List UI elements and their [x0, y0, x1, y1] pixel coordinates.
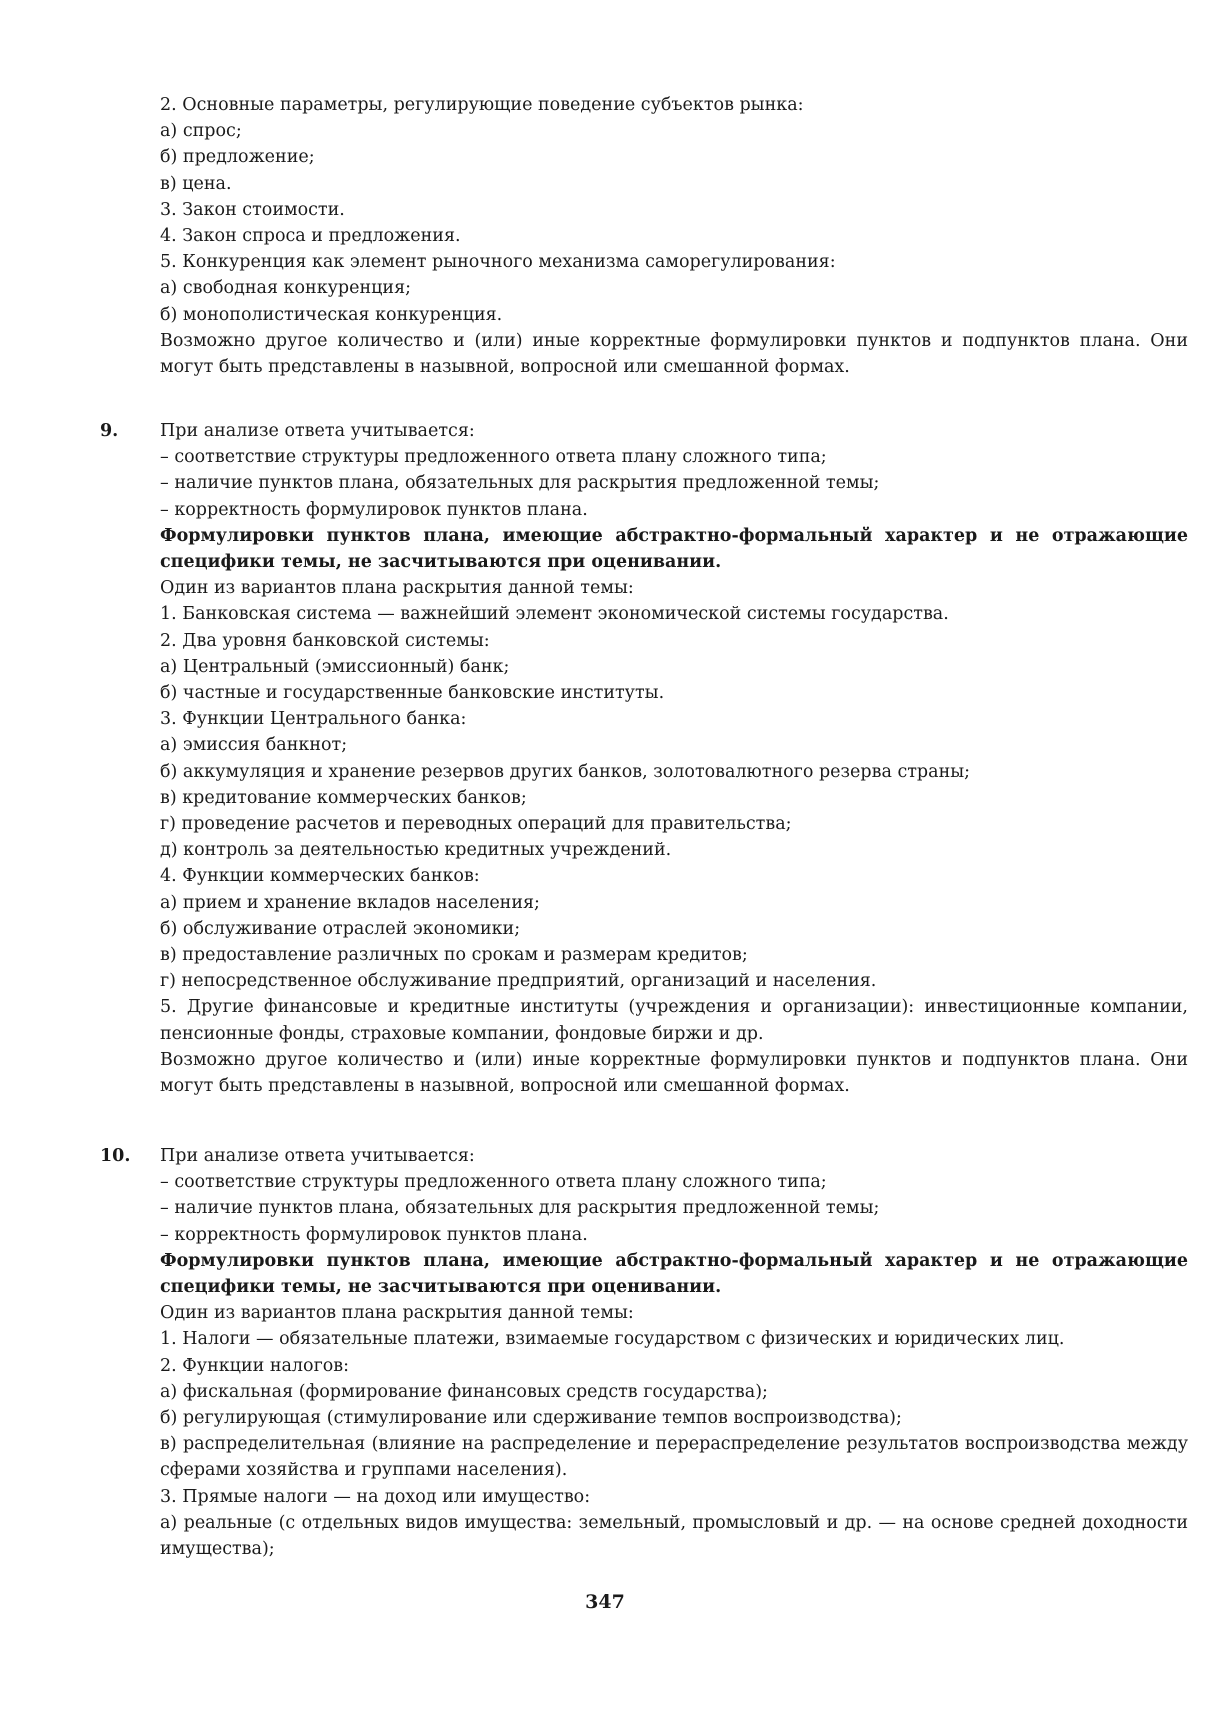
question-10 [160, 1143, 1188, 1562]
criteria-item: – корректность формулировок пунктов плана. [160, 499, 588, 520]
plan-note: Возможно другое количество и (или) иные корректные формулировки пунктов и подпунктов плана. Они могут быть представлены в назывной, вопросной или смешанной формах. [160, 330, 1188, 378]
plan-line: 1. Налоги — обязательные платежи, взимаемые государством с физических и юридических лиц. [160, 1329, 1065, 1350]
question-number: 9. [100, 421, 119, 441]
plan-line: а) прием и хранение вкладов населения; [160, 892, 540, 913]
criteria-item: – наличие пунктов плана, обязательных для раскрытия предложенной темы; [160, 473, 880, 494]
plan-line: а) спрос; [160, 121, 242, 142]
plan-line: 4. Закон спроса и предложения. [160, 226, 461, 247]
page-number: 347 [585, 1591, 625, 1613]
plan-line: в) кредитование коммерческих банков; [160, 787, 527, 808]
variant-intro: Один из вариантов плана раскрытия данной темы: [160, 1303, 634, 1324]
variant-intro: Один из вариантов плана раскрытия данной темы: [160, 578, 634, 599]
plan-note: Возможно другое количество и (или) иные корректные формулировки пунктов и подпунктов плана. Они могут быть представлены в назывной, вопросной или смешанной формах. [160, 1049, 1188, 1097]
criteria-item: – соответствие структуры предложенного ответа плану сложного типа; [160, 447, 827, 468]
plan-line: а) Центральный (эмиссионный) банк; [160, 656, 510, 677]
plan-line: 5. Конкуренция как элемент рыночного механизма саморегулирования: [160, 252, 836, 273]
top-section [160, 92, 1188, 380]
plan-line: 4. Функции коммерческих банков: [160, 866, 480, 887]
warning-text: Формулировки пунктов плана, имеющие абстрактно-формальный характер и не отражающие специфики темы, не засчитываются при оценивании. [160, 1250, 1188, 1298]
plan-line: 3. Функции Центрального банка: [160, 709, 467, 730]
plan-line: 2. Основные параметры, регулирующие поведение субъектов рынка: [160, 95, 804, 115]
plan-line: 5. Другие финансовые и кредитные институты (учреждения и организации): инвестиционные компании, пенсионные фонды, страховые компании, фондовые биржи и др. [160, 997, 1188, 1044]
question-9 [160, 418, 1188, 1099]
plan-line: а) свободная конкуренция; [160, 278, 412, 299]
plan-line: б) обслуживание отраслей экономики; [160, 918, 521, 939]
plan-line: б) частные и государственные банковские институты. [160, 683, 665, 704]
criteria-item: – корректность формулировок пунктов плана. [160, 1224, 588, 1245]
plan-line: в) цена. [160, 173, 232, 194]
criteria-item: – наличие пунктов плана, обязательных для раскрытия предложенной темы; [160, 1198, 880, 1219]
plan-line: г) проведение расчетов и переводных операций для правительства; [160, 814, 792, 835]
plan-line: а) реальные (с отдельных видов имущества: земельный, промысловый и др. — на основе средней доходности имущества); [160, 1512, 1188, 1560]
plan-line: 2. Функции налогов: [160, 1355, 350, 1376]
plan-line: 1. Банковская система — важнейший элемент экономической системы государства. [160, 604, 949, 625]
plan-line: 3. Прямые налоги — на доход или имущество: [160, 1486, 591, 1507]
criteria-item: – соответствие структуры предложенного ответа плану сложного типа; [160, 1172, 827, 1193]
plan-line: 2. Два уровня банковской системы: [160, 630, 490, 651]
plan-line: д) контроль за деятельностью кредитных учреждений. [160, 840, 672, 861]
plan-line: б) аккумуляция и хранение резервов других банков, золотовалютного резерва страны; [160, 761, 971, 782]
question-number: 10. [100, 1146, 131, 1166]
plan-line: б) предложение; [160, 147, 315, 168]
plan-line: б) регулирующая (стимулирование или сдерживание темпов воспроизводства); [160, 1408, 902, 1429]
plan-line: в) предоставление различных по срокам и размерам кредитов; [160, 945, 748, 966]
plan-line: 3. Закон стоимости. [160, 199, 345, 220]
plan-line: а) фискальная (формирование финансовых средств государства); [160, 1381, 768, 1402]
plan-line: б) монополистическая конкуренция. [160, 304, 503, 325]
plan-line: а) эмиссия банкнот; [160, 735, 348, 756]
plan-line: г) непосредственное обслуживание предприятий, организаций и населения. [160, 971, 877, 992]
warning-text: Формулировки пунктов плана, имеющие абстрактно-формальный характер и не отражающие специфики темы, не засчитываются при оценивании. [160, 525, 1188, 573]
plan-line: в) распределительная (влияние на распределение и перераспределение результатов воспроизводства между сферами хозяйства и группами населения). [160, 1434, 1188, 1481]
analysis-intro: При анализе ответа учитывается: [160, 421, 475, 441]
analysis-intro: При анализе ответа учитывается: [160, 1146, 475, 1166]
